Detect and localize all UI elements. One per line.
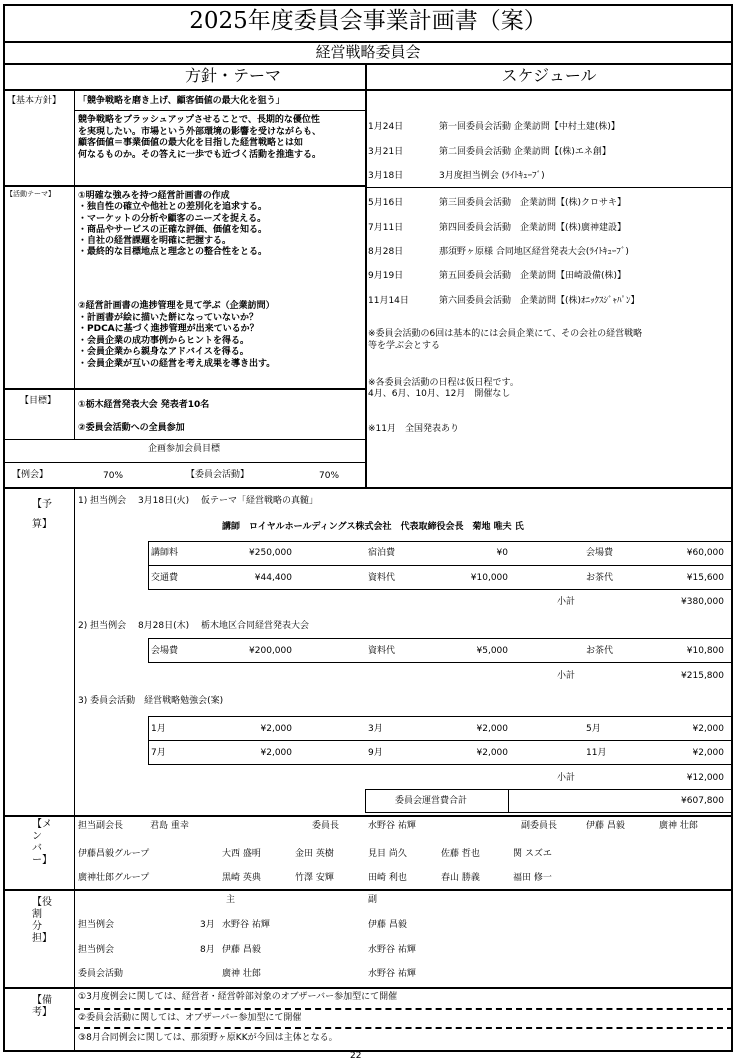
meeting-target-value: 70% (103, 471, 124, 481)
schedule-date: 3月21日 (368, 147, 404, 157)
schedule-date: 1月24日 (368, 122, 404, 132)
budget-section-2-title: 2) 担当例会 8月28日(木) 栃木地区合同経営発表大会 (78, 621, 310, 631)
schedule-date: 9月19日 (368, 271, 404, 281)
member-name: 君島 重幸 (150, 821, 189, 831)
budget-item-value: ¥2,000 (692, 748, 724, 758)
budget-subtotal-label: 小計 (557, 773, 576, 783)
budget-item-value: ¥200,000 (249, 646, 292, 656)
member-name: 大西 盛明 (222, 849, 261, 859)
member-name: 福田 修一 (513, 873, 552, 883)
schedule-text: 第二回委員会活動 企業訪問【(株)エネ創】 (439, 147, 611, 157)
budget-label: 【予算】 (32, 499, 52, 530)
member-name: 水野谷 祐輝 (368, 821, 416, 831)
schedule-note-2: ※各委員会活動の日程は仮日程です。 4月、6月、10月、12月 開催なし (368, 378, 519, 399)
schedule-date: 8月28日 (368, 247, 404, 257)
role-main: 伊藤 昌毅 (222, 945, 261, 955)
basic-policy-body: 競争戦略をブラッシュアップさせることで、長期的な優位性 を実現したい。市場という外部環境の影響を受けながらも、 顧客価値＝事業価値の最大化を目指した経営戦略とは如 何なるものか。その答えに一歩でも近づく活動を推進する。 (78, 115, 322, 160)
role-sub: 水野谷 祐輝 (368, 945, 416, 955)
schedule-text: 第四回委員会活動 企業訪問【(株)廣神建設】 (439, 223, 627, 233)
budget-item-label: お茶代 (586, 646, 614, 656)
schedule-text: 第五回委員会活動 企業訪問【田崎設備(株)】 (439, 271, 627, 281)
participation-target-title: 企画参加会員目標 (147, 444, 220, 454)
budget-lecturer: 講師 ロイヤルホールディングス株式会社 代表取締役会長 菊地 唯夫 氏 (222, 522, 524, 532)
budget-item-value: ¥44,400 (254, 573, 292, 583)
budget-item-label: 講師料 (151, 548, 179, 558)
budget-item-label: 7月 (151, 748, 166, 758)
role-month: 3月 (200, 920, 215, 930)
member-name: 廣神 壮郎 (659, 821, 698, 831)
schedule-note-3: ※11月 全国発表あり (368, 424, 459, 434)
budget-item-value: ¥250,000 (249, 548, 292, 558)
budget-item-label: 5月 (586, 724, 601, 734)
role-event: 担当例会 (78, 920, 115, 930)
budget-item-value: ¥2,000 (260, 724, 292, 734)
member-group: 伊藤昌毅グループ (78, 849, 150, 859)
schedule-date: 3月18日 (368, 171, 404, 181)
remark-item: ②委員会活動に関しては、オブザーバー参加型にて開催 (78, 1013, 302, 1023)
member-name: 春山 勝義 (441, 873, 480, 883)
basic-policy-label: 【基本方針】 (7, 96, 62, 106)
budget-item-value: ¥10,000 (470, 573, 508, 583)
member-name: 伊藤 昌毅 (586, 821, 625, 831)
member-name: 関 スズエ (513, 849, 552, 859)
budget-subtotal-value: ¥215,800 (681, 671, 724, 681)
member-name: 竹澤 安輝 (295, 873, 334, 883)
schedule-date: 5月16日 (368, 198, 404, 208)
member-role: 担当副会長 (78, 821, 124, 831)
schedule-date: 7月11日 (368, 223, 404, 233)
budget-section-1-title: 1) 担当例会 3月18日(火) 仮テーマ「経営戦略の真髄」 (78, 496, 319, 506)
role-event: 委員会活動 (78, 969, 124, 979)
budget-item-label: 会場費 (586, 548, 614, 558)
member-name: 金田 英樹 (295, 849, 334, 859)
meeting-target-label: 【例会】 (12, 470, 49, 480)
role-main: 廣神 壮郎 (222, 969, 261, 979)
remark-item: ③8月合同例会に関しては、那須野ヶ原KKが今回は主体となる。 (78, 1033, 338, 1043)
remarks-label: 【備考】 (32, 995, 52, 1018)
activity-theme-block-2: ②経営計画書の進捗管理を見て学ぶ（企業訪問） ・計画書が絵に描いた餅になっていないか？ ・PDCAに基づく進捗管理が出来ているか？ ・会員企業の成功事例からヒントを得る。 ・会員企業から親身なアドバイスを得る。 ・会員企業が互いの経営を考え成果を導き出す。 (78, 301, 276, 369)
member-group: 廣神壮郎グループ (78, 873, 150, 883)
budget-item-value: ¥15,600 (686, 573, 724, 583)
goal-item-1: ①栃木経営発表大会 発表者10名 (78, 400, 210, 410)
budget-total-value: ¥607,800 (681, 796, 724, 806)
document-title: 2025年度委員会事業計画書（案） (189, 8, 547, 34)
remark-item: ①3月度例会に関しては、経営者・経営幹部対象のオブザーバー参加型にて開催 (78, 992, 398, 1002)
member-role: 副委員長 (521, 821, 558, 831)
budget-item-label: お茶代 (586, 573, 614, 583)
activity-target-value: 70% (319, 471, 340, 481)
role-main: 水野谷 祐輝 (222, 920, 270, 930)
schedule-text: 第三回委員会活動 企業訪問【(株)クロサキ】 (439, 198, 627, 208)
budget-item-label: 宿泊費 (368, 548, 396, 558)
member-name: 見目 尚久 (368, 849, 407, 859)
roles-label: 【役割分担】 (32, 897, 52, 944)
budget-subtotal-value: ¥12,000 (686, 773, 724, 783)
role-event: 担当例会 (78, 945, 115, 955)
activity-theme-label: 【活動テーマ】 (6, 190, 55, 198)
role-month: 8月 (200, 945, 215, 955)
budget-item-label: 11月 (586, 748, 607, 758)
role-sub: 伊藤 昌毅 (368, 920, 407, 930)
basic-policy-headline: 「競争戦略を磨き上げ、顧客価値の最大化を狙う」 (78, 96, 285, 106)
goal-item-2: ②委員会活動への全員参加 (78, 423, 185, 433)
budget-item-value: ¥2,000 (476, 748, 508, 758)
budget-item-value: ¥10,800 (686, 646, 724, 656)
goals-label: 【目標】 (20, 396, 57, 406)
budget-item-label: 資料代 (368, 646, 396, 656)
schedule-text: 那須野ヶ原様 合同地区経営発表大会(ﾗｲﾄｷｭｰﾌﾞ) (439, 247, 629, 257)
schedule-header: スケジュール (501, 66, 597, 85)
budget-section-3-title: 3) 委員会活動 経営戦略勉強会(案) (78, 696, 224, 706)
budget-item-value: ¥2,000 (260, 748, 292, 758)
roles-sub-header: 副 (368, 895, 378, 905)
schedule-note-1: ※委員会活動の6回は基本的には会員企業にて、その会社の経営戦略 等を学ぶ会とする (368, 329, 643, 351)
budget-total-label: 委員会運営費合計 (395, 796, 468, 806)
member-name: 佐藤 哲也 (441, 849, 480, 859)
member-name: 黒崎 英典 (222, 873, 261, 883)
budget-item-value: ¥2,000 (692, 724, 724, 734)
budget-subtotal-value: ¥380,000 (681, 597, 724, 607)
budget-subtotal-label: 小計 (557, 671, 576, 681)
budget-item-label: 3月 (368, 724, 383, 734)
schedule-date: 11月14日 (368, 296, 409, 306)
budget-item-value: ¥0 (496, 548, 508, 558)
committee-name: 経営戦略委員会 (315, 43, 421, 61)
budget-item-label: 交通費 (151, 573, 179, 583)
members-label: 【メンバー】 (32, 819, 52, 866)
page-number: 22 (350, 1051, 362, 1061)
budget-item-label: 会場費 (151, 646, 179, 656)
role-sub: 水野谷 祐輝 (368, 969, 416, 979)
policy-header: 方針・テーマ (184, 66, 281, 85)
schedule-text: 3月度担当例会 (ﾗｲﾄｷｭｰﾌﾞ) (439, 171, 545, 181)
activity-theme-block-1: ①明確な強みを持つ経営計画書の作成 ・独自性の確立や他社との差別化を追求する。 ・マーケットの分析や顧客のニーズを捉える。 ・商品やサービスの正確な評価、価値を知る。 ・自社の経営課題を明確に把握する。 ・最終的な目標地点と理念との整合性をとる。 (78, 191, 268, 258)
member-name: 田崎 利也 (368, 873, 407, 883)
budget-item-label: 資料代 (368, 573, 396, 583)
budget-item-value: ¥5,000 (476, 646, 508, 656)
budget-item-label: 9月 (368, 748, 383, 758)
budget-subtotal-label: 小計 (557, 597, 576, 607)
budget-item-value: ¥2,000 (476, 724, 508, 734)
budget-item-value: ¥60,000 (686, 548, 724, 558)
schedule-text: 第六回委員会活動 企業訪問【(株)ｵﾆｯｸｽｼﾞｬﾊﾟﾝ】 (439, 296, 640, 306)
roles-main-header: 主 (226, 895, 236, 905)
activity-target-label: 【委員会活動】 (186, 470, 250, 480)
budget-item-label: 1月 (151, 724, 166, 734)
schedule-text: 第一回委員会活動 企業訪問【中村土建(株)】 (439, 122, 620, 132)
member-role: 委員長 (312, 821, 340, 831)
